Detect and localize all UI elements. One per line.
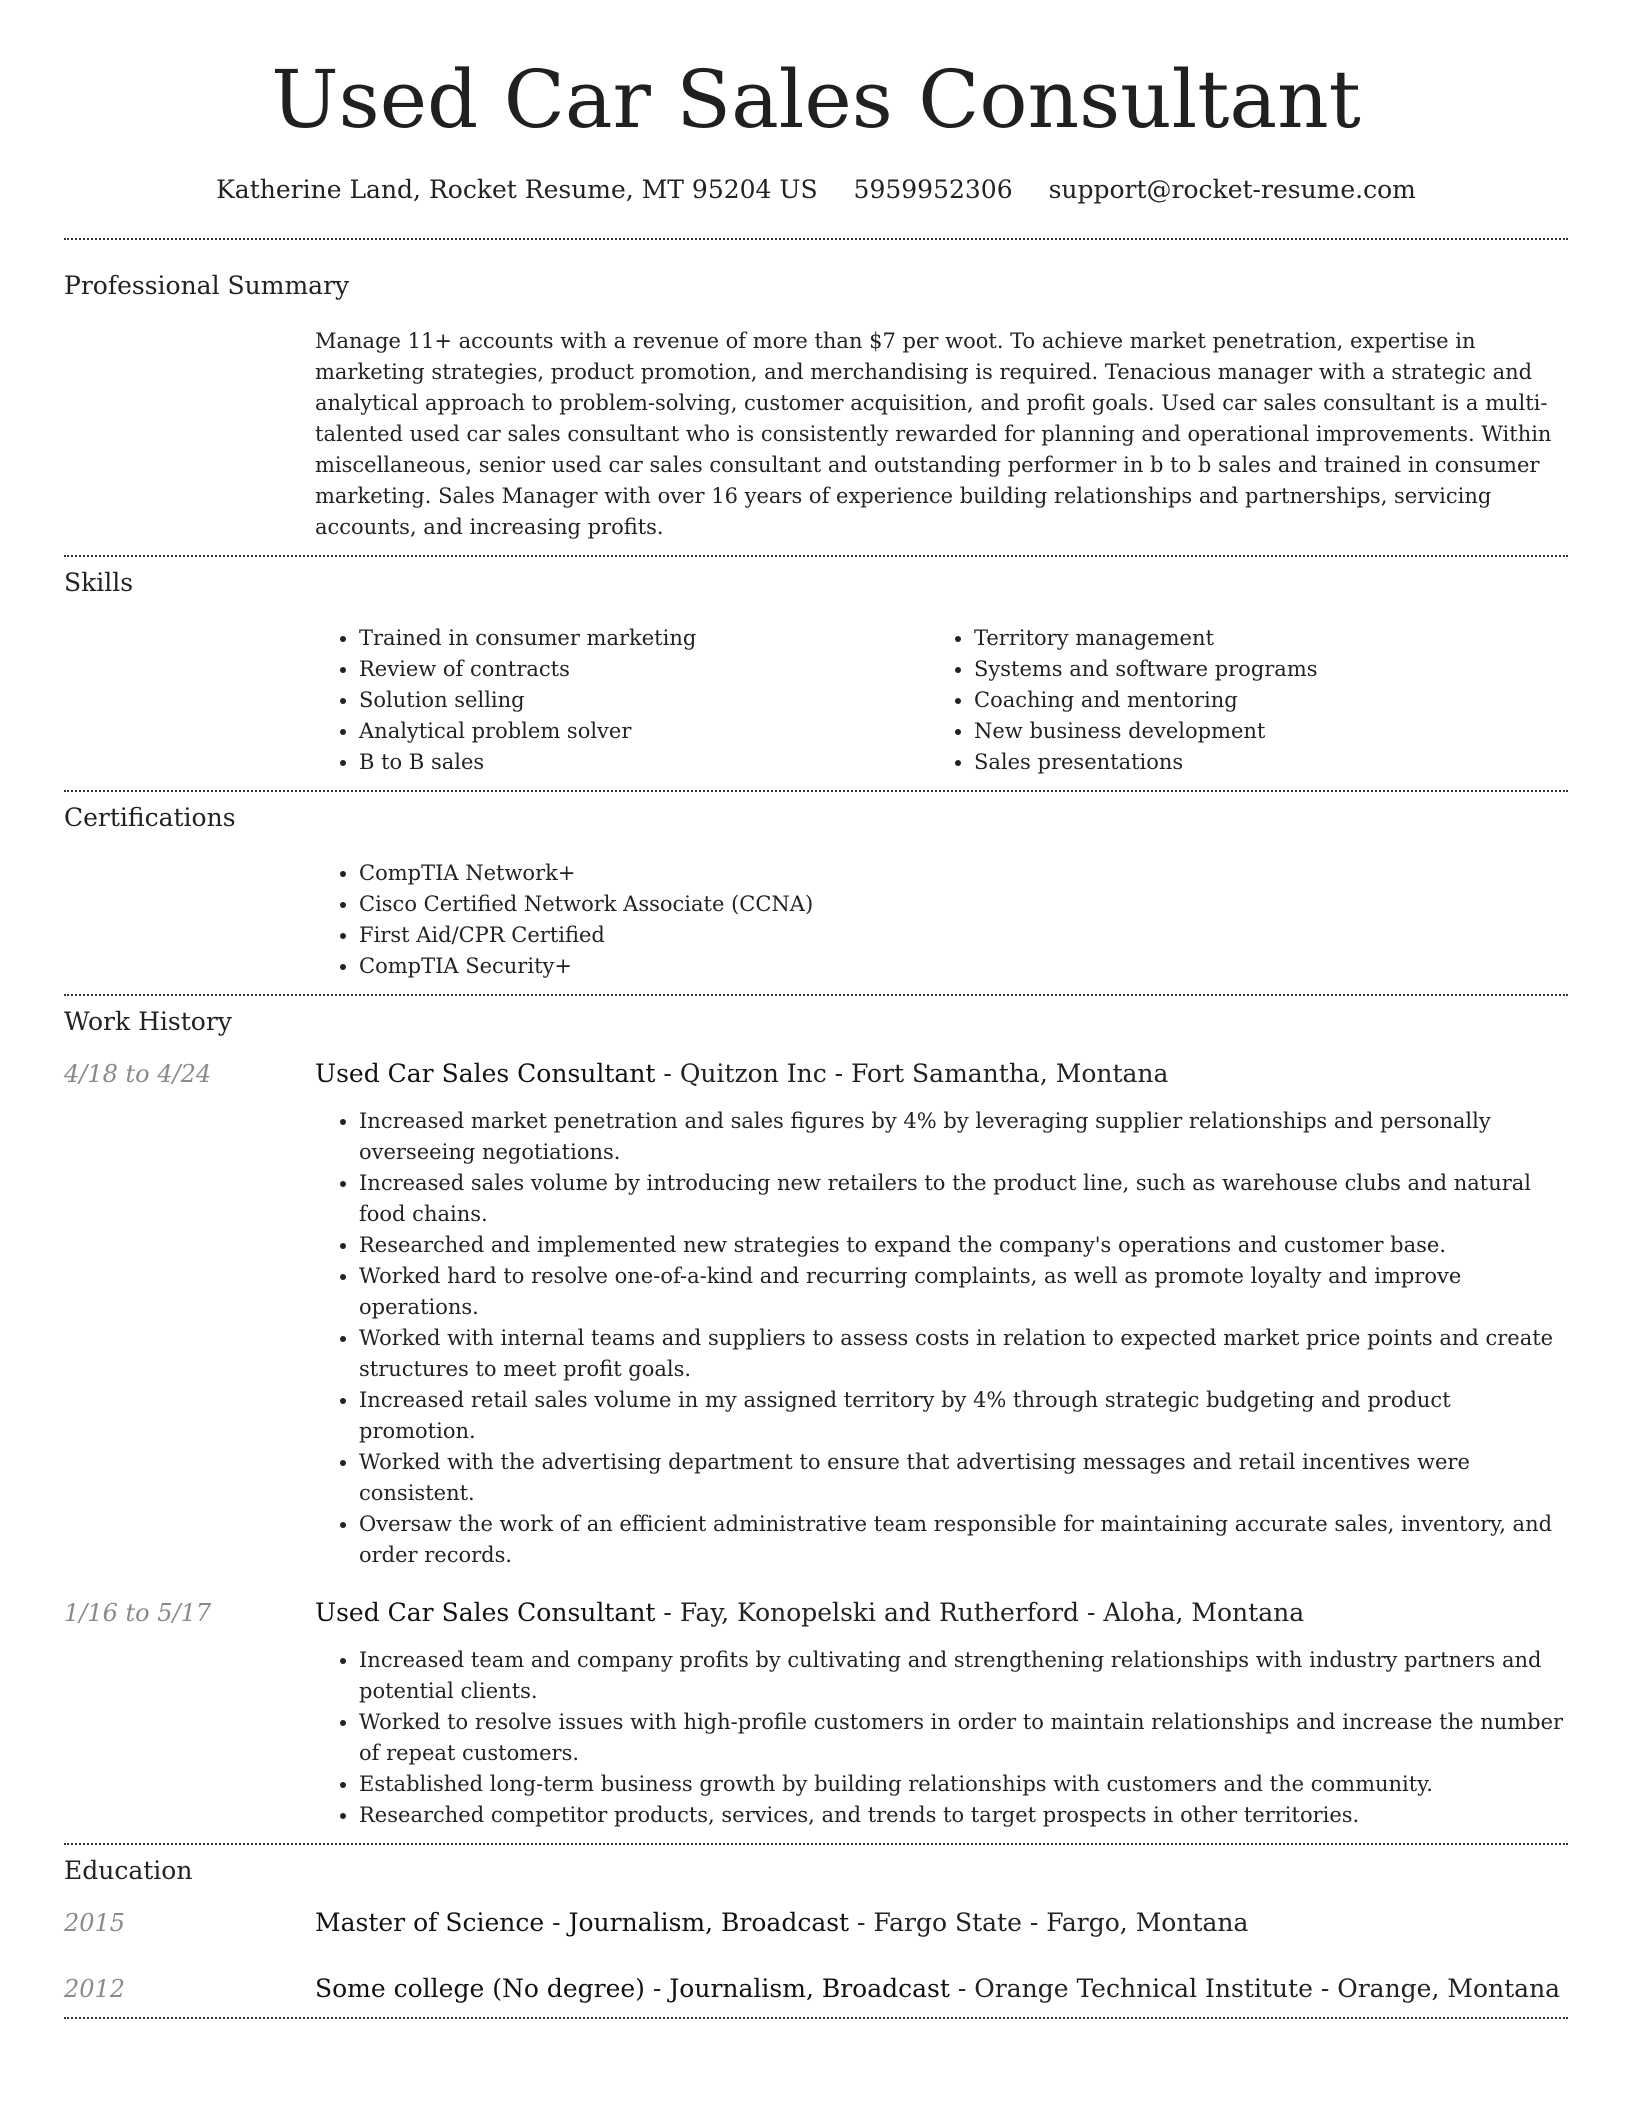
job-details	[315, 1106, 1568, 1571]
summary-heading: Professional Summary	[64, 271, 350, 300]
education-school: Fargo State	[873, 1908, 1022, 1937]
job-header-row	[64, 1058, 1568, 1090]
education-year: 2012	[64, 1975, 126, 2003]
certification-item: • First Aid/CPR Certified	[359, 920, 1568, 951]
skill-item: • Territory management	[974, 623, 1545, 654]
skills-section	[64, 557, 1568, 790]
separator: -	[826, 1059, 852, 1088]
job-company: Fay, Konopelski and Rutherford	[679, 1598, 1080, 1627]
work-history-heading: Work History	[64, 1007, 232, 1036]
job-dates: 1/16 to 5/17	[64, 1599, 212, 1627]
education-field: Journalism, Broadcast	[669, 1974, 950, 2003]
separator: -	[849, 1908, 874, 1937]
skill-item: • B to B sales	[359, 747, 930, 778]
job-title: Used Car Sales Consultant	[315, 1598, 656, 1627]
certifications-section	[64, 792, 1568, 994]
divider	[64, 2017, 1568, 2019]
education-year: 2015	[64, 1909, 126, 1937]
resume-title: Used Car Sales Consultant	[271, 53, 1361, 146]
education-location: Orange, Montana	[1337, 1974, 1561, 2003]
certification-item: • CompTIA Security+	[359, 951, 1568, 982]
job-bullets	[315, 1645, 1568, 1831]
job-heading	[315, 1058, 1168, 1090]
skill-item: • Solution selling	[359, 685, 930, 716]
job-bullet: • Established long-term business growth by building relationships with customers and the community.	[359, 1769, 1568, 1800]
education-school: Orange Technical Institute	[974, 1974, 1313, 2003]
separator: -	[1079, 1598, 1104, 1627]
skill-item: • Sales presentations	[974, 747, 1545, 778]
job-bullet: • Researched and implemented new strategies to expand the company's operations and customer base.	[359, 1230, 1568, 1261]
separator: -	[1312, 1974, 1338, 2003]
education-degree: Some college (No degree)	[315, 1974, 645, 2003]
work-history-section	[64, 996, 1568, 1843]
job-bullet: • Worked hard to resolve one-of-a-kind and recurring complaints, as well as promote loyalty and improve operations.	[359, 1261, 1568, 1323]
education-heading	[315, 1973, 1560, 2005]
skill-item: • Analytical problem solver	[359, 716, 930, 747]
certifications-list	[315, 858, 1568, 982]
separator: -	[655, 1059, 680, 1088]
education-field: Journalism, Broadcast	[568, 1908, 850, 1937]
job-heading	[315, 1597, 1304, 1629]
job-bullet: • Oversaw the work of an efficient administrative team responsible for maintaining accurate sales, inventory, and order records.	[359, 1509, 1568, 1571]
education-list	[64, 1907, 1568, 2005]
education-degree: Master of Science	[315, 1908, 545, 1937]
job-bullet: • Increased market penetration and sales figures by 4% by leveraging supplier relationships and personally overseeing negotiations.	[359, 1106, 1568, 1168]
skill-item: • New business development	[974, 716, 1545, 747]
contact-address: Katherine Land, Rocket Resume, MT 95204 US	[216, 175, 818, 204]
separator: -	[544, 1908, 569, 1937]
separator: -	[644, 1974, 670, 2003]
skill-item: • Coaching and mentoring	[974, 685, 1545, 716]
contact-line	[64, 174, 1568, 206]
skills-heading: Skills	[64, 568, 134, 597]
job-bullet: • Worked with the advertising department to ensure that advertising messages and retail incentives were consistent.	[359, 1447, 1568, 1509]
job-bullet: • Increased team and company profits by cultivating and strengthening relationships with industry partners and potential clients.	[359, 1645, 1568, 1707]
education-heading: Education	[64, 1856, 193, 1885]
job-bullet: • Increased retail sales volume in my assigned territory by 4% through strategic budgeting and product promotion.	[359, 1385, 1568, 1447]
summary-text: Manage 11+ accounts with a revenue of more than $7 per woot. To achieve market penetration, expertise in marketing strategies, product promotion, and merchandising is required. Tenacious manager with a strategic and analytical approach to problem-solving, customer acquisition, and profit goals. Used car sales consultant is a multi-talented used car sales consultant who is consistently rewarded for planning and operational improvements. Within miscellaneous, senior used car sales consultant and outstanding performer in b to b sales and trained in consumer marketing. Sales Manager with over 16 years of experience building relationships and partnerships, servicing accounts, and increasing profits.	[315, 329, 1552, 539]
job-header-row	[64, 1597, 1568, 1629]
certification-item: • Cisco Certified Network Associate (CCNA)	[359, 889, 1568, 920]
job-location: Aloha, Montana	[1103, 1598, 1305, 1627]
education-section	[64, 1845, 1568, 2017]
job-company: Quitzon Inc	[679, 1059, 827, 1088]
separator: -	[1021, 1908, 1047, 1937]
contact-email: support@rocket-resume.com	[1048, 175, 1416, 204]
job-bullet: • Worked with internal teams and suppliers to assess costs in relation to expected market price points and create structures to meet profit goals.	[359, 1323, 1568, 1385]
education-entry	[64, 1907, 1568, 1939]
job-bullets	[315, 1106, 1568, 1571]
contact-phone: 5959952306	[853, 175, 1013, 204]
job-entry	[64, 1597, 1568, 1831]
skill-item: • Review of contracts	[359, 654, 930, 685]
skills-list-right	[930, 623, 1545, 778]
summary-section	[64, 240, 1568, 555]
certification-item: • CompTIA Network+	[359, 858, 1568, 889]
separator: -	[949, 1974, 975, 2003]
separator: -	[655, 1598, 680, 1627]
job-list	[64, 1058, 1568, 1831]
job-bullet: • Worked to resolve issues with high-profile customers in order to maintain relationships and increase the number of repeat customers.	[359, 1707, 1568, 1769]
skills-column-left	[315, 623, 930, 778]
skill-item: • Trained in consumer marketing	[359, 623, 930, 654]
skills-list-left	[315, 623, 930, 778]
job-bullet: • Increased sales volume by introducing new retailers to the product line, such as warehouse clubs and natural food chains.	[359, 1168, 1568, 1230]
job-entry	[64, 1058, 1568, 1571]
job-details	[315, 1645, 1568, 1831]
job-dates: 4/18 to 4/24	[64, 1060, 212, 1088]
education-heading	[315, 1907, 1248, 1939]
skills-column-right	[930, 623, 1545, 778]
skill-item: • Systems and software programs	[974, 654, 1545, 685]
certifications-heading: Certifications	[64, 803, 236, 832]
job-title: Used Car Sales Consultant	[315, 1059, 656, 1088]
education-location: Fargo, Montana	[1046, 1908, 1249, 1937]
job-location: Fort Samantha, Montana	[851, 1059, 1169, 1088]
education-entry	[64, 1973, 1568, 2005]
job-bullet: • Researched competitor products, services, and trends to target prospects in other territories.	[359, 1800, 1568, 1831]
